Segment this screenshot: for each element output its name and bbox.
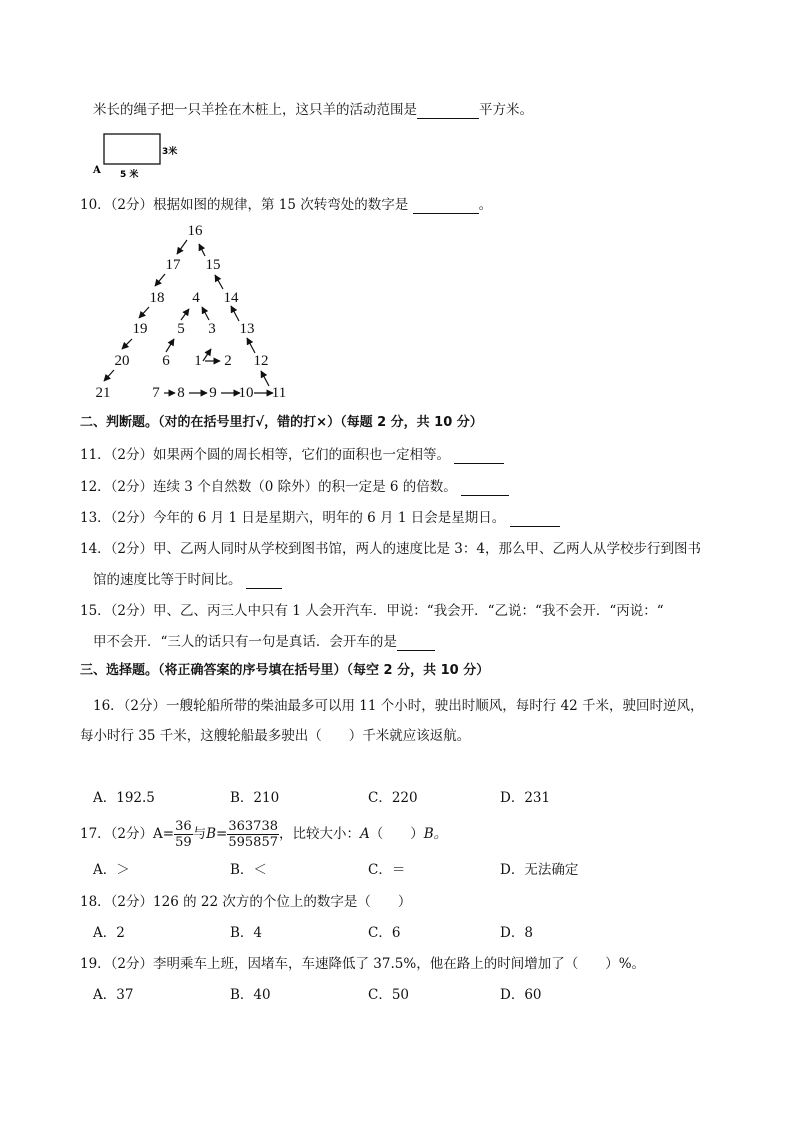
q12-text: 12．（2分）连续 3 个自然数（0 除外）的积一定是 6 的倍数。 bbox=[80, 479, 457, 495]
q11 bbox=[80, 446, 504, 464]
spiral-arrow bbox=[202, 307, 209, 320]
q15-answer-blank[interactable] bbox=[397, 636, 435, 651]
q10-text-main: 10．（2分）根据如图的规律，第 15 次转弯处的数字是 bbox=[80, 197, 409, 213]
spiral-arrow bbox=[181, 309, 189, 320]
fraction-b-denominator: 595857 bbox=[228, 835, 278, 850]
q11-text: 11．（2分）如果两个圆的周长相等，它们的面积也一定相等。 bbox=[80, 447, 451, 463]
q18-option-a[interactable]: A．2 bbox=[93, 925, 125, 941]
q18-option-b[interactable]: B．4 bbox=[230, 925, 263, 941]
q13 bbox=[80, 509, 560, 527]
q16-line1: 16．（2分）一艘轮船所带的柴油最多可以用 11 个小时，驶出时顺风，每时行 42 千米，驶回时逆风， bbox=[93, 698, 704, 714]
fraction-a-denominator: 59 bbox=[175, 835, 192, 850]
point-a-label: A bbox=[93, 165, 101, 176]
spiral-number-13: 13 bbox=[239, 321, 255, 337]
spiral-arrow bbox=[203, 349, 211, 361]
q18-text: 18．（2分）126 的 22 次方的个位上的数字是（ ） bbox=[80, 894, 412, 910]
q16-option-d[interactable]: D．231 bbox=[500, 790, 551, 806]
spiral-arrow bbox=[215, 275, 223, 289]
q10-text bbox=[80, 196, 492, 214]
fraction-a bbox=[174, 819, 193, 850]
spiral-number-3: 3 bbox=[208, 321, 216, 337]
fraction-a-numerator: 36 bbox=[175, 819, 192, 834]
q16-line2: 每小时行 35 千米，这艘轮船最多驶出（ ）千米就应该返航。 bbox=[80, 728, 471, 744]
spiral-arrow bbox=[155, 274, 165, 286]
q17-option-a[interactable]: A．＞ bbox=[93, 862, 130, 878]
q19-option-a[interactable]: A．37 bbox=[93, 987, 134, 1003]
q15-line1: 15．（2分）甲、乙、丙三人中只有 1 人会开汽车．甲说：“我会开．“乙说：“我不会开．“丙说：“ bbox=[80, 603, 664, 619]
section3-title: 三、选择题。（将正确答案的序号填在括号里）（每空 2 分，共 10 分） bbox=[80, 663, 490, 678]
spiral-number-8: 8 bbox=[177, 385, 185, 401]
q17-end: B。 bbox=[423, 826, 448, 842]
spiral-number-10: 10 bbox=[238, 385, 254, 401]
q14-line1: 14．（2分）甲、乙两人同时从学校到图书馆，两人的速度比是 3：4，那么甲、乙两人从学校步行到图书 bbox=[80, 541, 701, 557]
spiral-arrow bbox=[139, 307, 149, 318]
spiral-arrow bbox=[177, 240, 187, 254]
spiral-number-15: 15 bbox=[205, 257, 221, 273]
q17-var-b: B bbox=[206, 826, 217, 842]
spiral-number-20: 20 bbox=[114, 353, 130, 369]
q13-answer-blank[interactable] bbox=[510, 512, 560, 527]
section2-title: 二、判断题。（对的在括号里打√，错的打×）（每题 2 分，共 10 分） bbox=[80, 415, 483, 430]
spiral-number-6: 6 bbox=[162, 353, 170, 369]
q9-text-after: 平方米。 bbox=[479, 102, 533, 118]
q17-option-c[interactable]: C．＝ bbox=[368, 862, 406, 878]
q15-line2-text: 甲不会开．“三人的话只有一句是真话．会开车的是 bbox=[93, 634, 397, 650]
number-spiral-figure bbox=[85, 218, 300, 406]
q17-mid: 与 bbox=[192, 826, 207, 842]
spiral-arrow bbox=[231, 306, 239, 321]
q19-option-b[interactable]: B．40 bbox=[230, 987, 271, 1003]
spiral-arrow bbox=[199, 244, 205, 256]
q16-option-c[interactable]: C．220 bbox=[368, 790, 418, 806]
rectangle-figure bbox=[90, 128, 190, 184]
spiral-number-1: 1 bbox=[194, 353, 202, 369]
q9-text bbox=[93, 101, 533, 119]
q12 bbox=[80, 478, 509, 496]
q17-option-b[interactable]: B．＜ bbox=[230, 862, 267, 878]
width-label: 5 米 bbox=[120, 170, 139, 180]
q10-text-after: 。 bbox=[478, 197, 493, 213]
q16-option-b[interactable]: B．210 bbox=[230, 790, 280, 806]
q14-answer-blank[interactable] bbox=[246, 574, 282, 589]
spiral-number-17: 17 bbox=[165, 257, 181, 273]
q17-option-d[interactable]: D．无法确定 bbox=[500, 862, 579, 878]
spiral-arrow bbox=[166, 339, 174, 352]
spiral-number-21: 21 bbox=[95, 385, 111, 401]
spiral-number-7: 7 bbox=[152, 385, 160, 401]
spiral-number-4: 4 bbox=[192, 290, 200, 306]
spiral-arrow bbox=[247, 338, 255, 353]
spiral-number-5: 5 bbox=[177, 321, 185, 337]
q17 bbox=[80, 815, 447, 853]
rectangle-shape bbox=[104, 134, 160, 164]
q17-suffix: ，比较大小： bbox=[279, 826, 360, 842]
q15-line2 bbox=[93, 633, 435, 651]
q17-equals: = bbox=[216, 826, 228, 842]
q14-line2-text: 馆的速度比等于时间比。 bbox=[93, 572, 242, 588]
q19-option-d[interactable]: D．60 bbox=[500, 987, 542, 1003]
q19-option-c[interactable]: C．50 bbox=[368, 987, 410, 1003]
spiral-number-12: 12 bbox=[253, 353, 269, 369]
spiral-number-11: 11 bbox=[271, 385, 287, 401]
q9-text-main: 米长的绳子把一只羊拴在木桩上，这只羊的活动范围是 bbox=[93, 102, 417, 118]
q17-paren: （ ） bbox=[369, 826, 424, 842]
q18-option-c[interactable]: C．6 bbox=[368, 925, 401, 941]
q19-text: 19．（2分）李明乘车上班，因堵车，车速降低了 37.5%，他在路上的时间增加了（ ）%。 bbox=[80, 956, 646, 972]
spiral-number-2: 2 bbox=[224, 353, 232, 369]
q14-line2 bbox=[93, 571, 282, 589]
q12-answer-blank[interactable] bbox=[461, 481, 509, 496]
q17-prefix: 17．（2分）A= bbox=[80, 826, 175, 842]
spiral-number-18: 18 bbox=[149, 290, 165, 306]
fraction-b-numerator: 363738 bbox=[228, 819, 278, 834]
q17-var-a: A bbox=[360, 826, 370, 842]
q11-answer-blank[interactable] bbox=[454, 449, 504, 464]
q13-text: 13．（2分）今年的 6 月 1 日是星期六，明年的 6 月 1 日会是星期日。 bbox=[80, 510, 506, 526]
q16-option-a[interactable]: A．192.5 bbox=[93, 790, 155, 806]
spiral-number-19: 19 bbox=[132, 321, 148, 337]
spiral-arrow bbox=[104, 370, 114, 381]
q10-answer-blank[interactable] bbox=[413, 199, 479, 214]
spiral-number-9: 9 bbox=[209, 385, 217, 401]
fraction-b bbox=[227, 819, 279, 850]
q9-answer-blank[interactable] bbox=[417, 104, 479, 119]
spiral-arrow bbox=[261, 371, 269, 386]
spiral-number-14: 14 bbox=[223, 290, 239, 306]
q18-option-d[interactable]: D．8 bbox=[500, 925, 533, 941]
spiral-arrow bbox=[122, 339, 132, 349]
spiral-number-16: 16 bbox=[187, 223, 203, 239]
height-label: 3米 bbox=[162, 147, 178, 157]
